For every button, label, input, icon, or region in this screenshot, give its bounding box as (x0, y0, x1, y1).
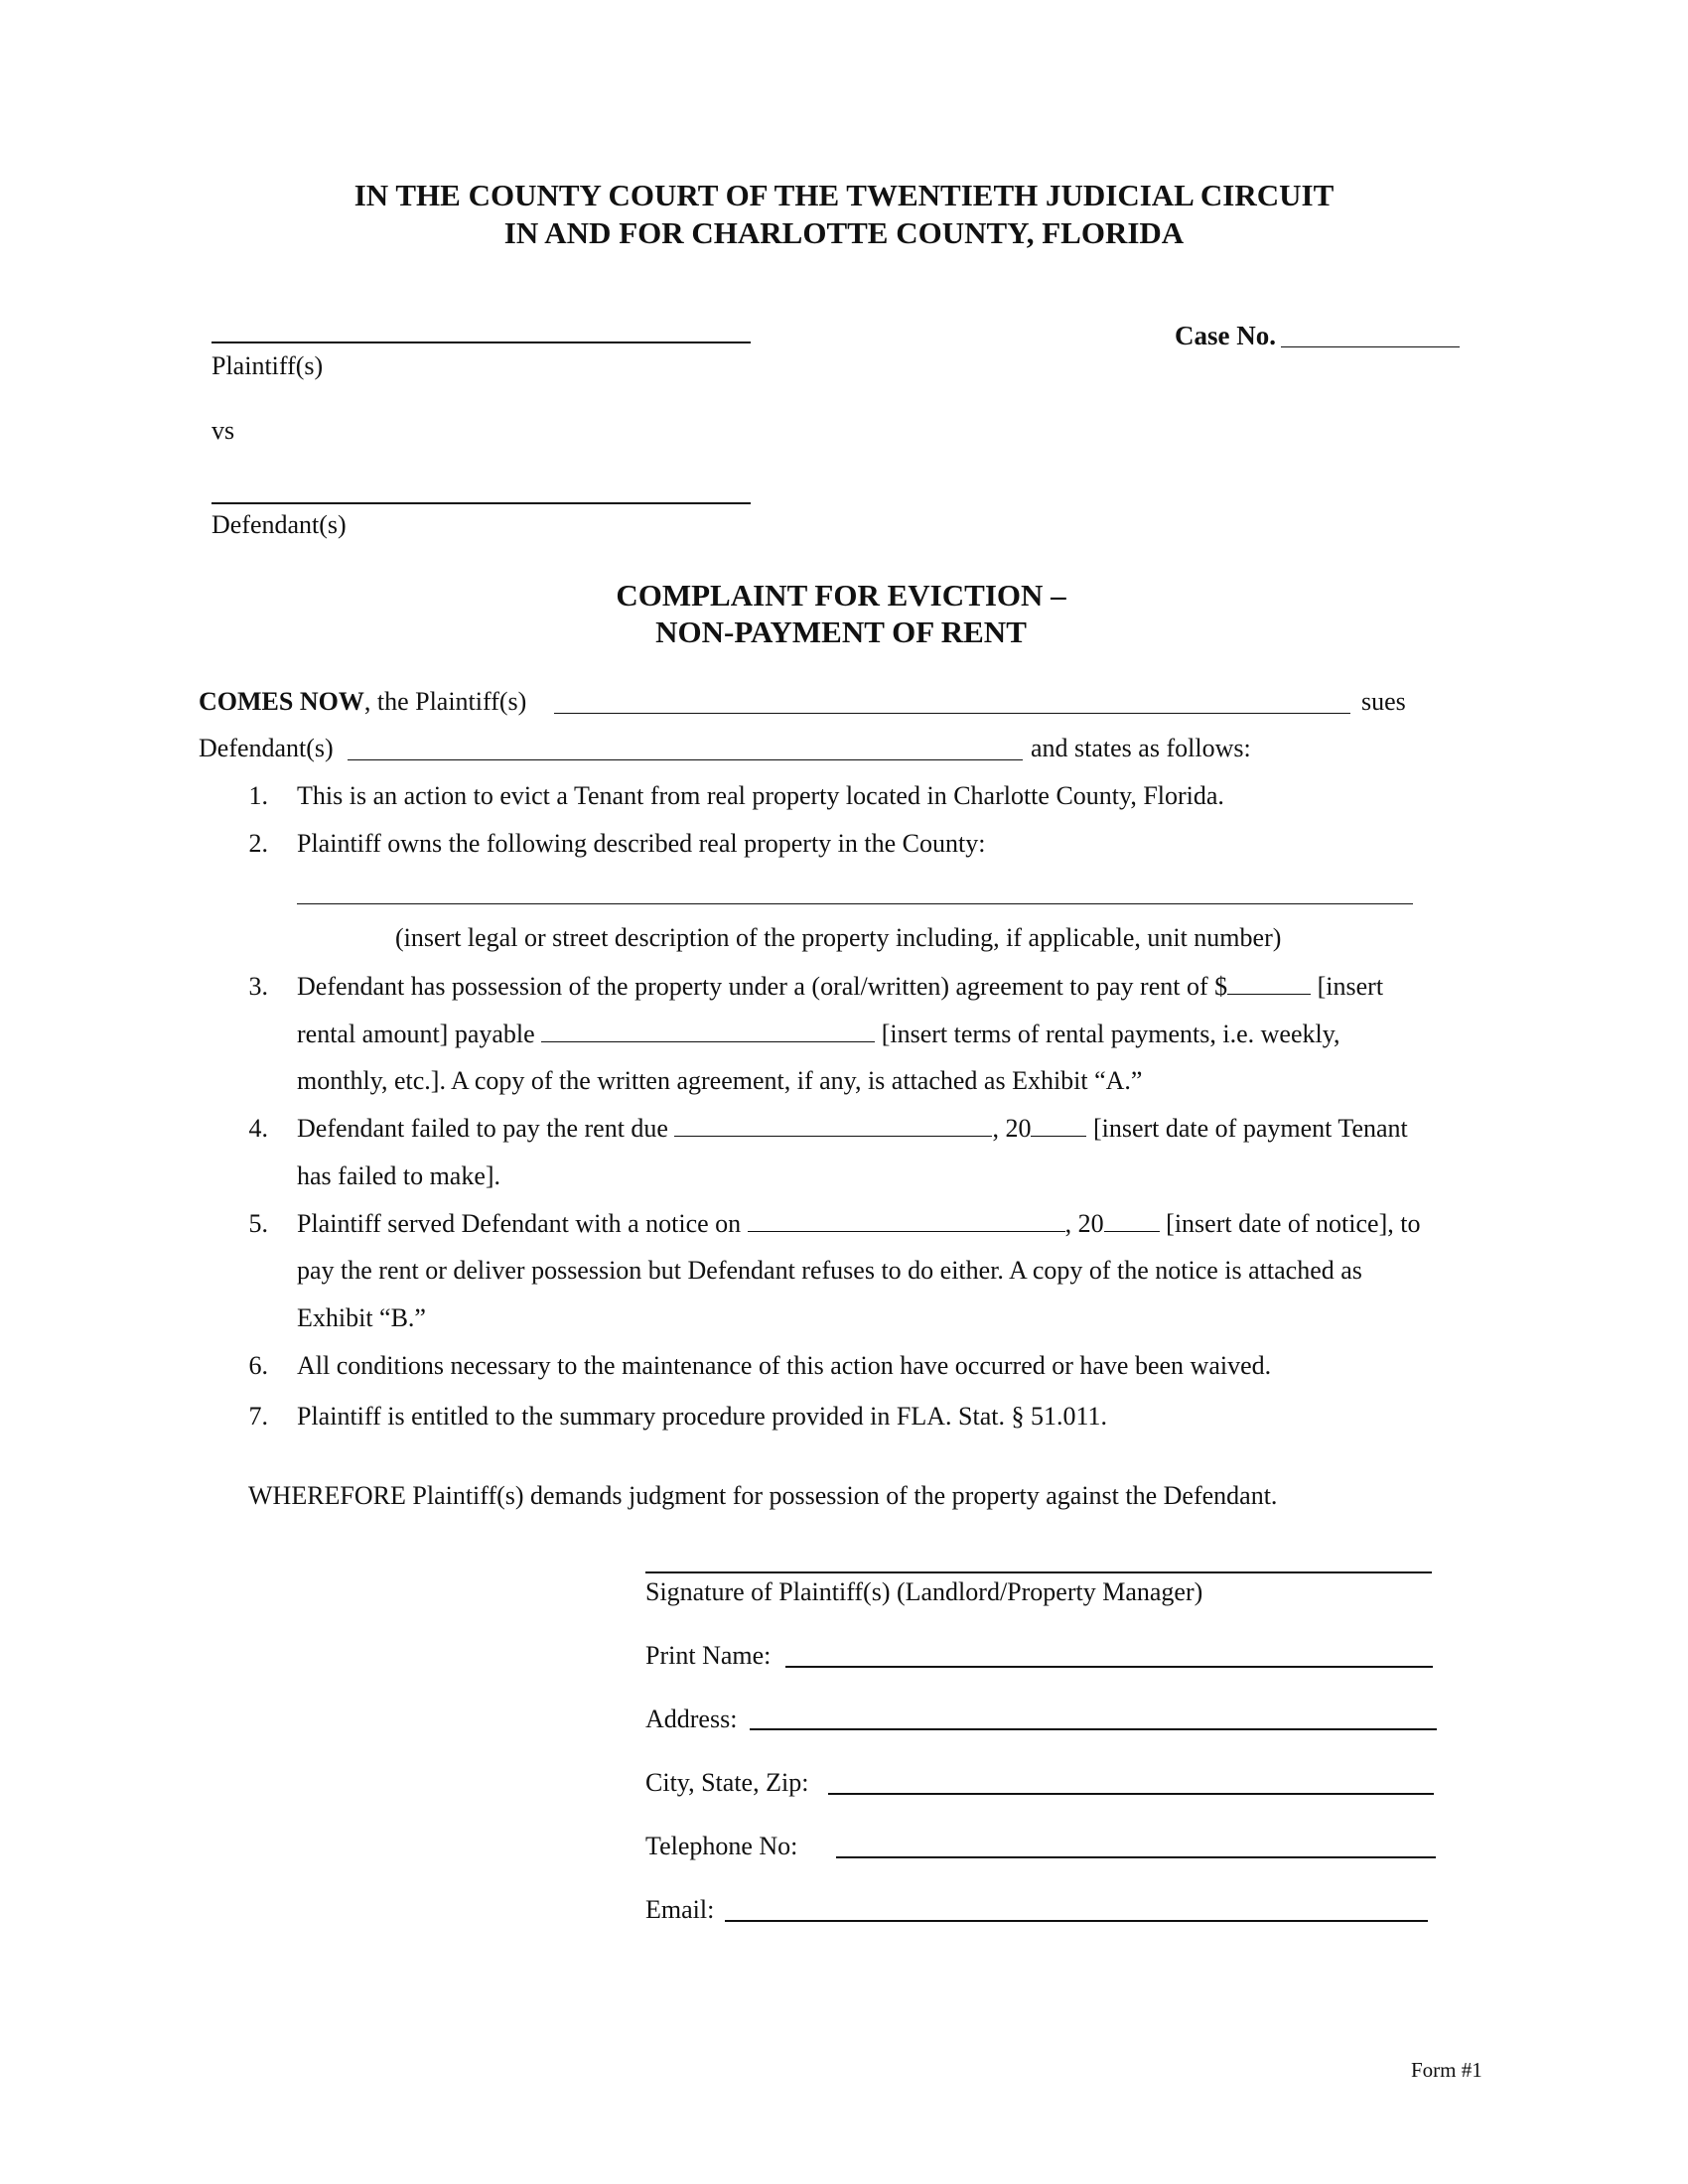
form-number: Form #1 (1411, 2058, 1482, 2082)
item-5-line1 (297, 1211, 1420, 1237)
case-no-label: Case No. (1175, 321, 1276, 350)
item-number-4: 4. (248, 1114, 268, 1143)
signature-label: Signature of Plaintiff(s) (Landlord/Property Manager) (645, 1577, 1203, 1606)
intro-defendants-text: Defendant(s) (199, 734, 334, 762)
item-7-text: Plaintiff is entitled to the summary procedure provided in FLA. Stat. § 51.011. (297, 1402, 1107, 1431)
notice-year-blank[interactable] (1104, 1211, 1160, 1232)
case-no-line[interactable] (1281, 346, 1460, 347)
complaint-title-line2: NON-PAYMENT OF RENT (655, 614, 1027, 649)
the-plaintiffs-text: , the Plaintiff(s) (363, 687, 527, 716)
item-4-line2: has failed to make]. (297, 1161, 501, 1190)
wherefore-clause: WHEREFORE Plaintiff(s) demands judgment for possession of the property against the Defendant. (248, 1481, 1278, 1510)
telephone-line[interactable] (836, 1856, 1436, 1858)
item-5-text-a: Plaintiff served Defendant with a notice on (297, 1209, 748, 1238)
states-text: and states as follows: (1031, 734, 1251, 762)
item-6-text: All conditions necessary to the maintenance of this action have occurred or have been waived. (297, 1351, 1272, 1380)
property-description-note: (insert legal or street description of the property including, if applicable, unit number) (395, 923, 1282, 952)
court-name-line1: IN THE COUNTY COURT OF THE TWENTIETH JUDICIAL CIRCUIT (353, 178, 1335, 212)
sues-text: sues (1361, 687, 1406, 716)
item-2-text: Plaintiff owns the following described real property in the County: (297, 829, 986, 858)
item-3-text-d: [insert terms of rental payments, i.e. weekly, (875, 1020, 1340, 1048)
address-line[interactable] (750, 1728, 1437, 1730)
vs-label: vs (211, 416, 235, 445)
item-4-text-a: Defendant failed to pay the rent due (297, 1114, 675, 1143)
item-4-text-c: [insert date of payment Tenant (1086, 1114, 1408, 1143)
intro-line1 (199, 689, 526, 715)
item-1-text: This is an action to evict a Tenant from real property located in Charlotte County, Florida. (297, 781, 1224, 810)
defendant-label: Defendant(s) (211, 510, 347, 539)
telephone-label: Telephone No: (645, 1832, 798, 1860)
item-number-2: 2. (248, 829, 268, 858)
signature-line[interactable] (645, 1571, 1432, 1573)
email-label: Email: (645, 1895, 715, 1924)
item-number-6: 6. (248, 1351, 268, 1380)
rent-due-year-blank[interactable] (1031, 1116, 1086, 1137)
item-4-line1 (297, 1116, 1408, 1142)
item-number-1: 1. (248, 781, 268, 810)
city-state-zip-line[interactable] (828, 1793, 1434, 1795)
item-number-5: 5. (248, 1209, 268, 1238)
item-4-text-b: , 20 (992, 1114, 1032, 1143)
item-3-line2 (297, 1022, 1340, 1047)
intro-defendant-line[interactable] (348, 759, 1023, 760)
item-5-line3: Exhibit “B.” (297, 1303, 426, 1332)
item-3-text-a: Defendant has possession of the property under a (oral/written) agreement to pay rent of $ (297, 972, 1228, 1001)
print-name-line[interactable] (785, 1666, 1433, 1668)
item-3-line1 (297, 974, 1383, 1000)
comes-now: COMES NOW (199, 687, 364, 716)
item-number-7: 7. (248, 1402, 268, 1431)
city-state-zip-label: City, State, Zip: (645, 1768, 809, 1797)
defendant-name-line[interactable] (211, 502, 751, 504)
plaintiff-label: Plaintiff(s) (211, 351, 324, 380)
item-5-text-c: [insert date of notice], to (1159, 1209, 1421, 1238)
court-name-line2: IN AND FOR CHARLOTTE COUNTY, FLORIDA (503, 215, 1185, 250)
plaintiff-name-line[interactable] (211, 341, 751, 343)
rent-due-date-blank[interactable] (674, 1116, 992, 1137)
intro-plaintiff-line[interactable] (554, 713, 1350, 714)
property-description-line[interactable] (297, 903, 1413, 904)
item-3-text-c: rental amount] payable (297, 1020, 542, 1048)
print-name-label: Print Name: (645, 1641, 772, 1670)
item-5-line2: pay the rent or deliver possession but Defendant refuses to do either. A copy of the notice is attached as (297, 1256, 1362, 1285)
item-5-text-b: , 20 (1064, 1209, 1104, 1238)
rent-amount-blank[interactable] (1227, 974, 1311, 995)
email-line[interactable] (725, 1920, 1428, 1922)
rent-terms-blank[interactable] (541, 1022, 875, 1042)
item-number-3: 3. (248, 972, 268, 1001)
complaint-title-line1: COMPLAINT FOR EVICTION – (616, 578, 1066, 613)
item-3-text-b: [insert (1311, 972, 1384, 1001)
address-label: Address: (645, 1705, 738, 1733)
notice-date-blank[interactable] (748, 1211, 1065, 1232)
item-3-line3: monthly, etc.]. A copy of the written agreement, if any, is attached as Exhibit “A.” (297, 1066, 1143, 1095)
